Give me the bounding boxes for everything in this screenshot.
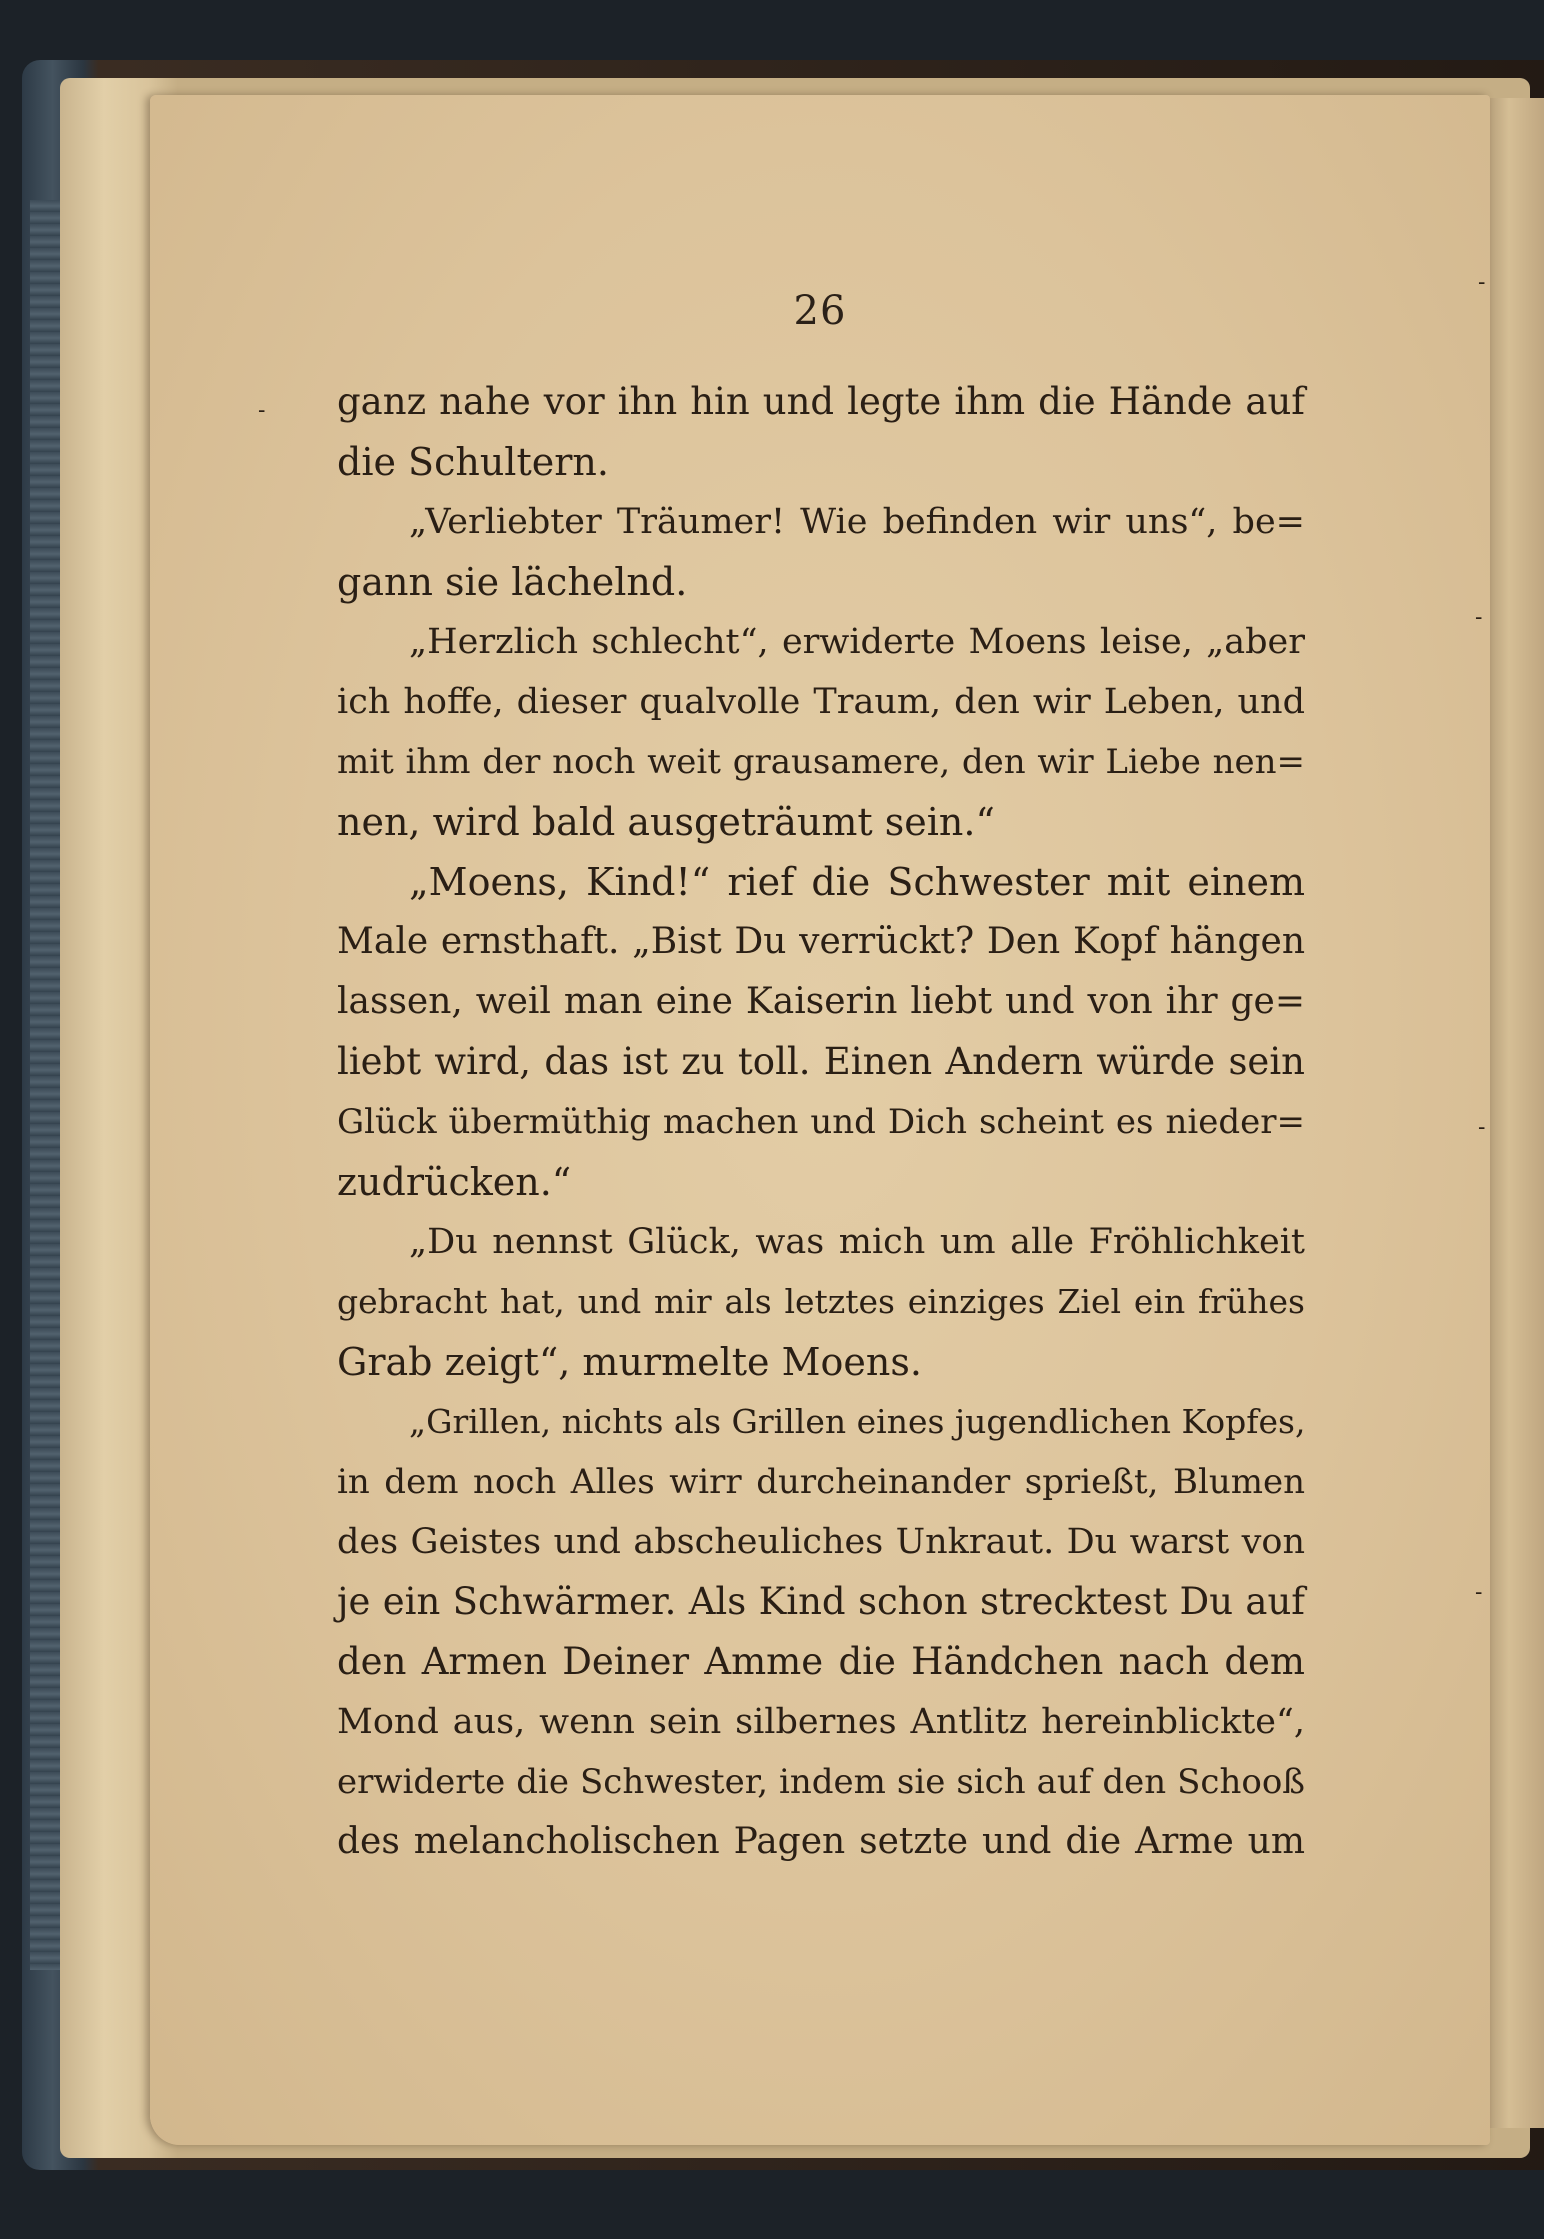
text-line: Grab zeigt“, murmelte Moens.	[337, 1340, 922, 1384]
text-line: gebracht hat, und mir als letztes einziges Ziel ein frühes	[337, 1282, 1305, 1321]
text-line: mit ihm der noch weit grausamere, den wir Liebe nen=	[337, 742, 1305, 782]
text-line: „Grillen, nichts als Grillen eines jugendlichen Kopfes,	[409, 1402, 1306, 1441]
page-number: 26	[793, 288, 847, 334]
text-line: ich hoffe, dieser qualvolle Traum, den wir Leben, und	[337, 682, 1305, 722]
text-line: den Armen Deiner Amme die Händchen nach dem	[337, 1640, 1305, 1683]
text-line: „Du nennst Glück, was mich um alle Fröhlichkeit	[409, 1222, 1305, 1262]
text-line: des Geistes und abscheuliches Unkraut. Du warst von	[337, 1522, 1305, 1562]
margin-tick-mark: -	[1475, 1580, 1483, 1605]
text-line: die Schultern.	[337, 440, 609, 484]
text-line: Male ernsthaft. „Bist Du verrückt? Den Kopf hängen	[337, 921, 1305, 962]
text-line: Mond aus, wenn sein silbernes Antlitz hereinblickte“,	[337, 1702, 1305, 1742]
right-page-edges	[1485, 98, 1544, 2128]
text-line: nen, wird bald ausgeträumt sein.“	[337, 800, 995, 844]
page-text	[337, 372, 1305, 1872]
text-line: erwiderte die Schwester, indem sie sich auf den Schooß	[337, 1762, 1305, 1802]
text-line: „Moens, Kind!“ rief die Schwester mit einem	[409, 860, 1305, 904]
text-line: Glück übermüthig machen und Dich scheint es nieder=	[337, 1102, 1305, 1142]
text-line: je ein Schwärmer. Als Kind schon strecktest Du auf	[337, 1580, 1305, 1623]
text-line: lassen, weil man eine Kaiserin liebt und von ihr ge=	[337, 981, 1305, 1022]
margin-tick-mark: -	[1478, 1115, 1486, 1140]
text-line: des melancholischen Pagen setzte und die Arme um	[337, 1821, 1305, 1862]
text-line: ganz nahe vor ihn hin und legte ihm die Hände auf	[337, 380, 1305, 423]
text-line: gann sie lächelnd.	[337, 560, 688, 604]
margin-tick-mark: -	[1478, 270, 1486, 295]
text-line: liebt wird, das ist zu toll. Einen Andern würde sein	[337, 1040, 1305, 1083]
text-line: „Herzlich schlecht“, erwiderte Moens leise, „aber	[409, 622, 1305, 662]
text-line: „Verliebter Träumer! Wie befinden wir uns“, be=	[409, 502, 1305, 542]
text-line: in dem noch Alles wirr durcheinander sprießt, Blumen	[337, 1462, 1305, 1502]
text-line: zudrücken.“	[337, 1160, 572, 1204]
margin-tick-mark: -	[1475, 605, 1483, 630]
margin-dot: -	[258, 398, 266, 423]
